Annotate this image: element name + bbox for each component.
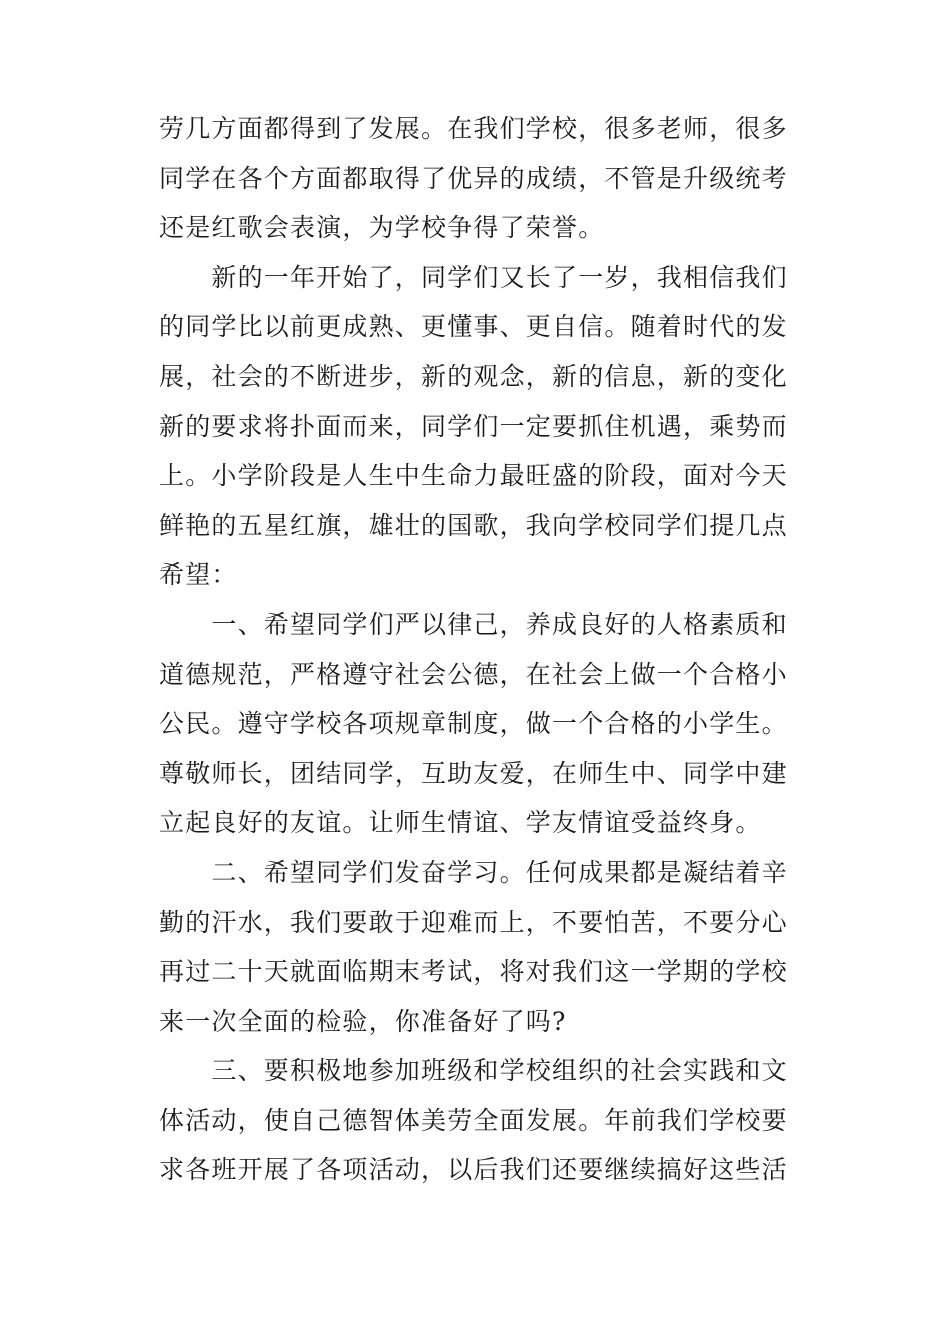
text-line: 求各班开展了各项活动，以后我们还要继续搞好这些活 — [159, 1155, 788, 1185]
text-line: 来一次全面的检验，你准备好了吗? — [159, 1006, 567, 1036]
paragraph-first-line: 二、希望同学们发奋学习。任何成果都是凝结着辛 — [159, 857, 788, 887]
text-line: 上。小学阶段是人生中生命力最旺盛的阶段，面对今天 — [159, 461, 788, 491]
text-line: 展，社会的不断进步，新的观念，新的信息，新的变化 — [159, 361, 788, 391]
text-line: 再过二十天就面临期末考试，将对我们这一学期的学校 — [159, 957, 788, 987]
text-line: 勤的汗水，我们要敢于迎难而上，不要怕苦，不要分心 — [159, 907, 788, 937]
text-line: 同学在各个方面都取得了优异的成绩，不管是升级统考 — [159, 163, 788, 193]
text-line: 的同学比以前更成熟、更懂事、更自信。随着时代的发 — [159, 312, 788, 342]
body-text — [159, 104, 788, 1195]
text-line: 还是红歌会表演，为学校争得了荣誉。 — [159, 213, 605, 243]
paragraph-first-line: 新的一年开始了，同学们又长了一岁，我相信我们 — [159, 262, 788, 292]
text-line: 尊敬师长，团结同学，互助友爱，在师生中、同学中建 — [159, 758, 788, 788]
text-line: 希望： — [159, 560, 238, 590]
text-line: 鲜艳的五星红旗，雄壮的国歌，我向学校同学们提几点 — [159, 510, 788, 540]
paragraph-first-line: 一、希望同学们严以律己，养成良好的人格素质和 — [159, 609, 788, 639]
text-line: 立起良好的友谊。让师生情谊、学友情谊受益终身。 — [159, 808, 762, 838]
text-line: 道德规范，严格遵守社会公德，在社会上做一个合格小 — [159, 659, 788, 689]
text-line: 体活动，使自己德智体美劳全面发展。年前我们学校要 — [159, 1105, 788, 1135]
text-line: 劳几方面都得到了发展。在我们学校，很多老师，很多 — [159, 114, 788, 143]
text-line: 新的要求将扑面而来，同学们一定要抓住机遇，乘势而 — [159, 411, 788, 441]
text-line: 公民。遵守学校各项规章制度，做一个合格的小学生。 — [159, 709, 788, 739]
paragraph-first-line: 三、要积极地参加班级和学校组织的社会实践和文 — [159, 1056, 788, 1086]
